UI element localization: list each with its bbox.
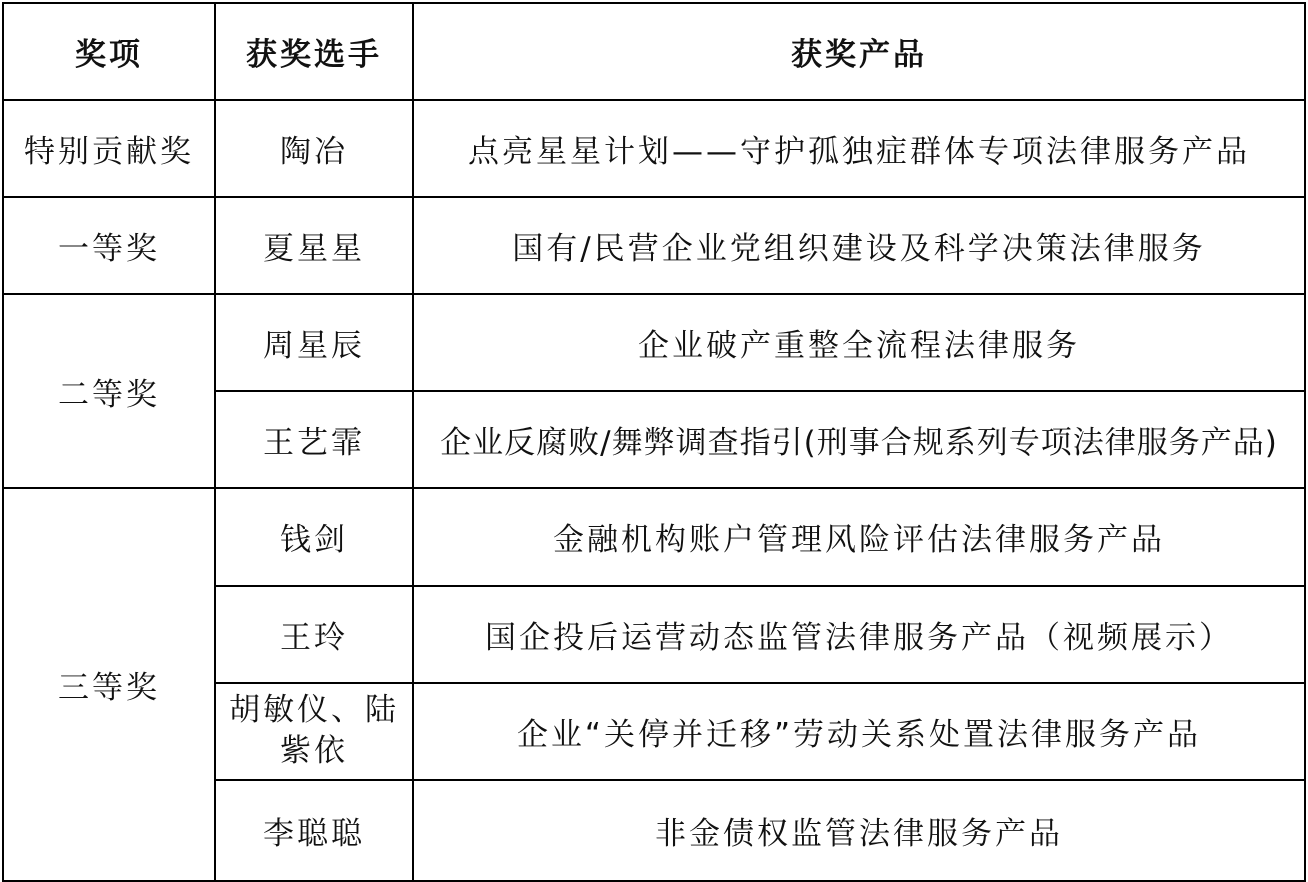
product-cell: 企业反腐败/舞弊调查指引(刑事合规系列专项法律服务产品)	[413, 391, 1305, 488]
awards-table	[2, 2, 1306, 882]
winner-cell: 夏星星	[215, 197, 413, 294]
product-cell: 企业“关停并迁移”劳动关系处置法律服务产品	[413, 683, 1305, 780]
table-row	[3, 488, 1305, 585]
table-row	[3, 294, 1305, 391]
award-cell: 三等奖	[3, 488, 215, 881]
award-cell: 二等奖	[3, 294, 215, 488]
product-cell: 点亮星星计划——守护孤独症群体专项法律服务产品	[413, 100, 1305, 197]
winner-cell: 王艺霏	[215, 391, 413, 488]
product-cell: 金融机构账户管理风险评估法律服务产品	[413, 488, 1305, 585]
product-cell: 非金债权监管法律服务产品	[413, 780, 1305, 881]
table-row	[3, 197, 1305, 294]
product-cell: 国有/民营企业党组织建设及科学决策法律服务	[413, 197, 1305, 294]
winner-cell: 胡敏仪、陆紫依	[215, 683, 413, 780]
product-cell: 企业破产重整全流程法律服务	[413, 294, 1305, 391]
winner-cell: 钱剑	[215, 488, 413, 585]
header-product: 获奖产品	[413, 3, 1305, 100]
winner-cell: 李聪聪	[215, 780, 413, 881]
winner-cell: 王玲	[215, 586, 413, 683]
header-row	[3, 3, 1305, 100]
table-row	[3, 100, 1305, 197]
winner-cell: 陶冶	[215, 100, 413, 197]
product-cell: 国企投后运营动态监管法律服务产品（视频展示）	[413, 586, 1305, 683]
winner-cell: 周星辰	[215, 294, 413, 391]
header-award: 奖项	[3, 3, 215, 100]
award-cell: 特别贡献奖	[3, 100, 215, 197]
award-cell: 一等奖	[3, 197, 215, 294]
header-winner: 获奖选手	[215, 3, 413, 100]
